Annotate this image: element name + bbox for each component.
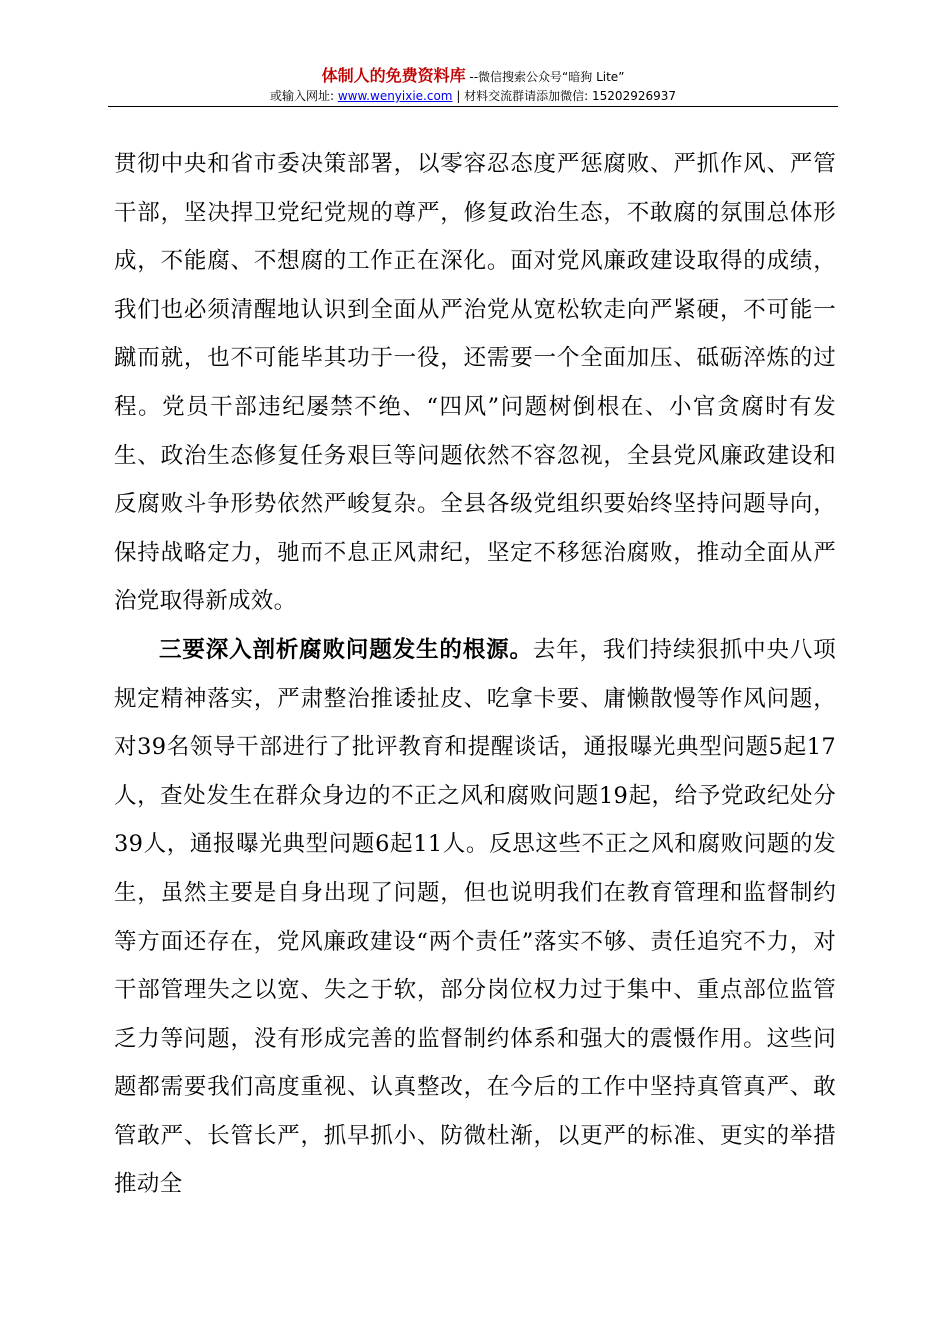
header-title-line (108, 66, 838, 87)
paragraph-heading: 三要深入剖析腐败问题发生的根源。 (159, 636, 533, 663)
brand-title: 体制人的免费资料库 (321, 66, 466, 85)
url-prefix: 或输入网址: (269, 89, 338, 103)
page-header (108, 66, 838, 105)
header-contact-line (108, 87, 838, 105)
header-divider (108, 106, 838, 107)
paragraph-point-three (114, 626, 836, 1209)
header-tagline: --微信搜索公众号“暗狗 Lite” (465, 70, 625, 84)
contact-info: | 材料交流群请添加微信: 15202926937 (452, 89, 677, 103)
website-link[interactable]: www.wenyixie.com (337, 89, 453, 103)
paragraph-continued: 贯彻中央和省市委决策部署，以零容忍态度严惩腐败、严抓作风、严管干部，坚决捍卫党纪党规的尊严，修复政治生态，不敢腐的氛围总体形成，不能腐、不想腐的工作正在深化。面对党风廉政建设取得的成绩，我们也必须清醒地认识到全面从严治党从宽松软走向严紧硬，不可能一蹴而就，也不可能毕其功于一役，还需要一个全面加压、砥砺淬炼的过程。党员干部违纪屡禁不绝、“四风”问题树倒根在、小官贪腐时有发生、政治生态修复任务艰巨等问题依然不容忽视，全县党风廉政建设和反腐败斗争形势依然严峻复杂。全县各级党组织要始终坚持问题导向，保持战略定力，驰而不息正风肃纪，坚定不移惩治腐败，推动全面从严治党取得新成效。 (114, 151, 836, 615)
paragraph-body: 去年，我们持续狠抓中央八项规定精神落实，严肃整治推诿扯皮、吃拿卡要、庸懒散慢等作风问题，对39名领导干部进行了批评教育和提醒谈话，通报曝光典型问题5起17人，查处发生在群众身边的不正之风和腐败问题19起，给予党政纪处分39人，通报曝光典型问题6起11人。反思这些不正之风和腐败问题的发生，虽然主要是自身出现了问题，但也说明我们在教育管理和监督制约等方面还存在，党风廉政建设“两个责任”落实不够、责任追究不力，对干部管理失之以宽、失之于软，部分岗位权力过于集中、重点部位监管乏力等问题，没有形成完善的监督制约体系和强大的震慑作用。这些问题都需要我们高度重视、认真整改，在今后的工作中坚持真管真严、敢管敢严、长管长严，抓早抓小、防微杜渐，以更严的标准、更实的举措推动全 (114, 636, 836, 1198)
document-body (114, 140, 836, 1209)
